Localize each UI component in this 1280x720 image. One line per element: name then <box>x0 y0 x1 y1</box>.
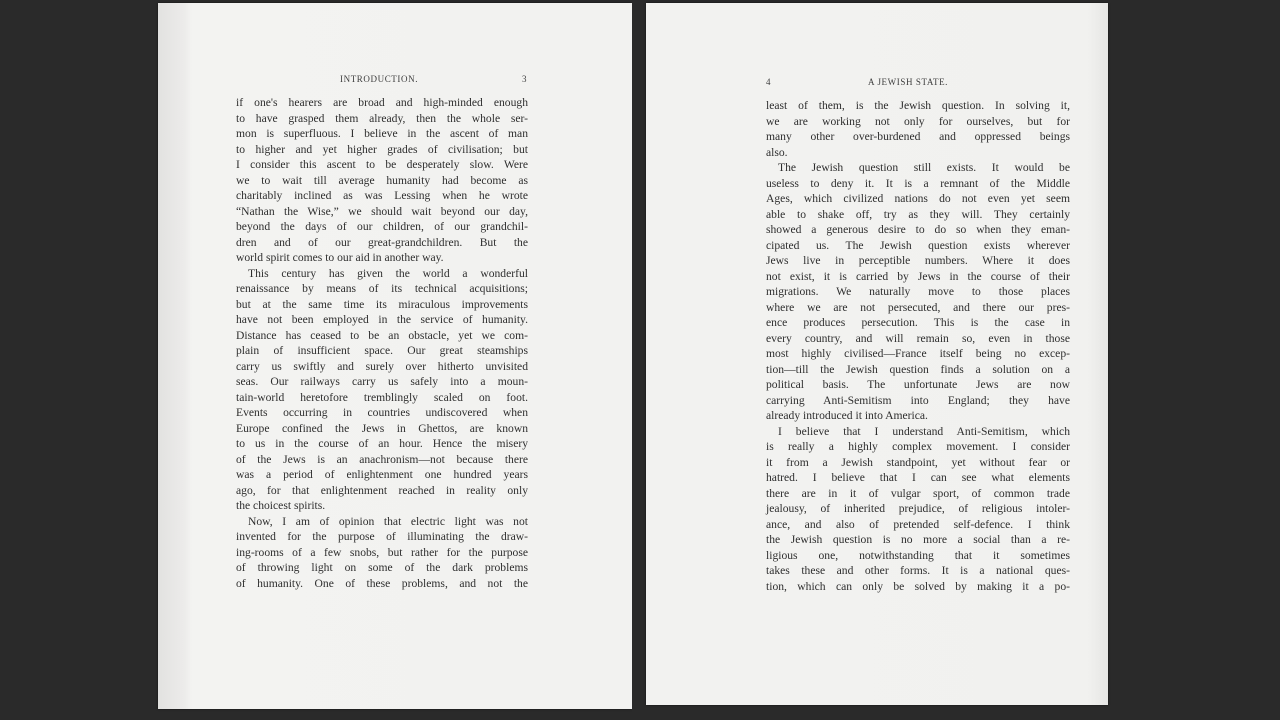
left-page <box>158 3 632 709</box>
text-line: carry us swiftly and surely over hitherto unvisited <box>236 359 528 373</box>
text-line: is really a highly complex movement. I consider <box>766 440 1070 453</box>
text-line: least of them, is the Jewish question. In solving it, <box>766 99 1070 112</box>
text-line: ence produces persecution. This is the case in <box>766 316 1070 329</box>
text-line: it from a Jewish standpoint, yet without fear or <box>766 455 1070 469</box>
text-line: cipated us. The Jewish question exists wherever <box>766 238 1070 252</box>
text-line: tion—till the Jewish question finds a solution on a <box>766 362 1070 376</box>
text-line: I consider this ascent to be desperately slow. Were <box>236 158 528 171</box>
right-running-head: A JEWISH STATE. <box>868 77 949 87</box>
text-line: many other over-burdened and oppressed beings <box>766 130 1070 143</box>
text-line: Events occurring in countries undiscovered when <box>236 406 528 419</box>
text-line: of humanity. One of these problems, and not the <box>236 576 528 590</box>
text-line: carrying Anti-Semitism into England; they have <box>766 393 1070 407</box>
text-line: I believe that I understand Anti-Semitism, which <box>778 424 1070 438</box>
text-line: not exist, it is carried by Jews in the course of their <box>766 269 1070 283</box>
text-line: the choicest spirits. <box>236 499 326 512</box>
text-line: where we are not persecuted, and there our pres- <box>766 300 1070 314</box>
text-line: political basis. The unfortunate Jews are now <box>766 378 1070 391</box>
text-line: if one's hearers are broad and high-minded enough <box>236 96 528 109</box>
text-line: invented for the purpose of illuminating the draw- <box>236 530 528 543</box>
spine-gap <box>632 0 646 720</box>
text-line: there are in it of vulgar sport, of common trade <box>766 486 1070 500</box>
text-line: to us in the course of an hour. Hence the misery <box>236 437 528 450</box>
text-line: most highly civilised—France itself being no excep- <box>766 347 1070 360</box>
text-line: hatred. I believe that I can see what elements <box>766 471 1070 484</box>
text-line: have not been employed in the service of humanity. <box>236 313 528 326</box>
text-line: tain-world heretofore tremblingly scaled on foot. <box>236 390 528 404</box>
left-running-head: INTRODUCTION. <box>340 74 419 84</box>
text-line: the Jewish question is no more a social than a re- <box>766 533 1070 546</box>
text-line: takes these and other forms. It is a national ques- <box>766 564 1070 577</box>
text-line: beyond the days of our children, of our grandchil- <box>236 220 528 233</box>
text-line: also. <box>766 145 788 159</box>
text-line: dren and of our great-grandchildren. But the <box>236 235 528 249</box>
text-line: mon is superfluous. I believe in the ascent of man <box>236 127 528 140</box>
text-line: Jews live in perceptible numbers. Where it does <box>766 254 1070 267</box>
text-line: to higher and yet higher grades of civilisation; but <box>236 142 528 156</box>
text-line: plain of insufficient space. Our great steamships <box>236 344 528 357</box>
right-page-body <box>766 98 1070 594</box>
text-line: of throwing light on some of the dark problems <box>236 561 528 574</box>
left-page-number: 3 <box>522 74 528 84</box>
text-line: already introduced it into America. <box>766 409 928 422</box>
text-line: of the Jews is an anachronism—not because there <box>236 452 528 466</box>
text-line: Ages, which civilized nations do not even yet seem <box>766 192 1070 205</box>
text-line: charitably inclined as was Lessing when he wrote <box>236 189 528 202</box>
text-line: showed a generous desire to do so when they eman- <box>766 223 1070 236</box>
text-line: to have grasped them already, then the whole ser- <box>236 111 528 125</box>
text-line: seas. Our railways carry us safely into a moun- <box>236 375 528 388</box>
text-line: able to shake off, try as they will. They certainly <box>766 207 1070 221</box>
text-line: The Jewish question still exists. It would be <box>778 161 1070 174</box>
text-line: we are working not only for ourselves, but for <box>766 114 1070 128</box>
text-line: “Nathan the Wise,” we should wait beyond our day, <box>236 204 528 218</box>
text-line: Distance has ceased to be an obstacle, yet we com- <box>236 328 528 342</box>
text-line: ago, for that enlightenment reached in reality only <box>236 483 528 497</box>
text-line: but at the same time its miraculous improvements <box>236 297 528 311</box>
text-line: every country, and will remain so, even in those <box>766 331 1070 345</box>
text-line: useless to deny it. It is a remnant of the Middle <box>766 176 1070 190</box>
text-line: jealousy, of inherited prejudice, of religious intoler- <box>766 502 1070 515</box>
text-line: tion, which can only be solved by making it a po- <box>766 579 1070 593</box>
text-line: was a period of enlightenment one hundred years <box>236 468 528 481</box>
text-line: renaissance by means of its technical acquisitions; <box>236 282 528 295</box>
text-line: ance, and also of pretended self-defence. I think <box>766 517 1070 531</box>
text-line: This century has given the world a wonderful <box>248 266 528 280</box>
text-line: Europe confined the Jews in Ghettos, are known <box>236 421 528 435</box>
text-line: Now, I am of opinion that electric light was not <box>248 514 528 528</box>
right-page <box>646 3 1108 705</box>
text-line: ligious one, notwithstanding that it sometimes <box>766 548 1070 562</box>
text-line: we to wait till average humanity had become as <box>236 173 528 187</box>
left-page-body <box>236 95 528 591</box>
right-page-number: 4 <box>766 77 772 87</box>
text-line: world spirit comes to our aid in another way. <box>236 251 444 264</box>
text-line: ing-rooms of a few snobs, but rather for the purpose <box>236 545 528 559</box>
text-line: migrations. We naturally move to those places <box>766 285 1070 298</box>
